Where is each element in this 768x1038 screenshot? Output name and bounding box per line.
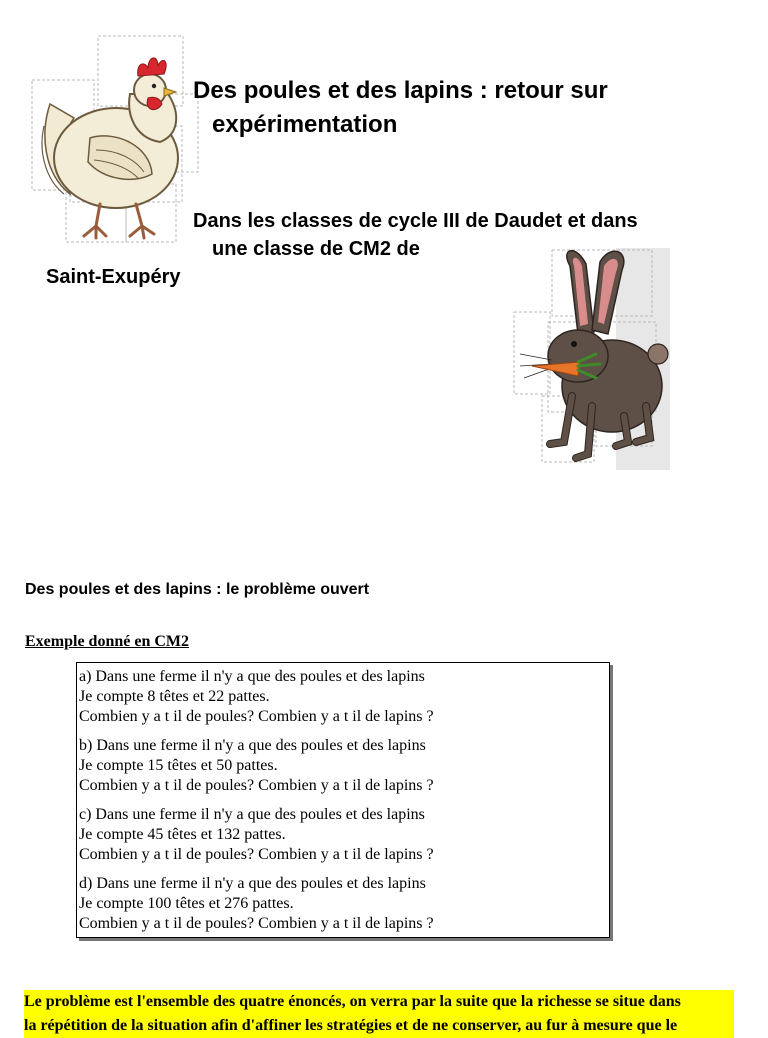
subtitle-line-2: une classe de CM2 de bbox=[212, 238, 420, 260]
highlighted-paragraph bbox=[24, 990, 734, 1038]
problem-data: Je compte 15 têtes et 50 pattes. bbox=[79, 757, 278, 774]
problem-question: Combien y a t il de poules? Combien y a t il de lapins ? bbox=[79, 846, 434, 863]
problem-b bbox=[79, 736, 609, 796]
problem-box bbox=[76, 662, 610, 938]
subtitle-line-1: Dans les classes de cycle III de Daudet et dans bbox=[193, 210, 638, 232]
problem-statement: c) Dans une ferme il n'y a que des poules et des lapins bbox=[79, 806, 425, 823]
example-heading: Exemple donné en CM2 bbox=[25, 633, 189, 650]
problem-d bbox=[79, 874, 609, 934]
section-heading: Des poules et des lapins : le problème ouvert bbox=[25, 581, 370, 598]
page-title-line-1: Des poules et des lapins : retour sur bbox=[193, 77, 608, 104]
problem-question: Combien y a t il de poules? Combien y a t il de lapins ? bbox=[79, 708, 434, 725]
highlighted-line-2: la répétition de la situation afin d'affiner les stratégies et de ne conserver, au fur à mesure que le bbox=[24, 1014, 734, 1038]
hen-illustration bbox=[30, 34, 200, 246]
subtitle-line-3: Saint-Exupéry bbox=[46, 266, 181, 288]
problem-data: Je compte 8 têtes et 22 pattes. bbox=[79, 688, 270, 705]
highlighted-line-1: Le problème est l'ensemble des quatre énoncés, on verra par la suite que la richesse se situe dans bbox=[24, 990, 734, 1014]
problem-data: Je compte 100 têtes et 276 pattes. bbox=[79, 895, 294, 912]
problem-statement: b) Dans une ferme il n'y a que des poules et des lapins bbox=[79, 737, 426, 754]
problem-data: Je compte 45 têtes et 132 pattes. bbox=[79, 826, 286, 843]
rabbit-illustration bbox=[512, 246, 670, 470]
problem-question: Combien y a t il de poules? Combien y a t il de lapins ? bbox=[79, 777, 434, 794]
problem-statement: d) Dans une ferme il n'y a que des poules et des lapins bbox=[79, 875, 426, 892]
problem-c bbox=[79, 805, 609, 865]
problem-a bbox=[79, 667, 609, 727]
problem-question: Combien y a t il de poules? Combien y a t il de lapins ? bbox=[79, 915, 434, 932]
problem-statement: a) Dans une ferme il n'y a que des poules et des lapins bbox=[79, 668, 425, 685]
page-title-line-2: expérimentation bbox=[212, 111, 398, 138]
